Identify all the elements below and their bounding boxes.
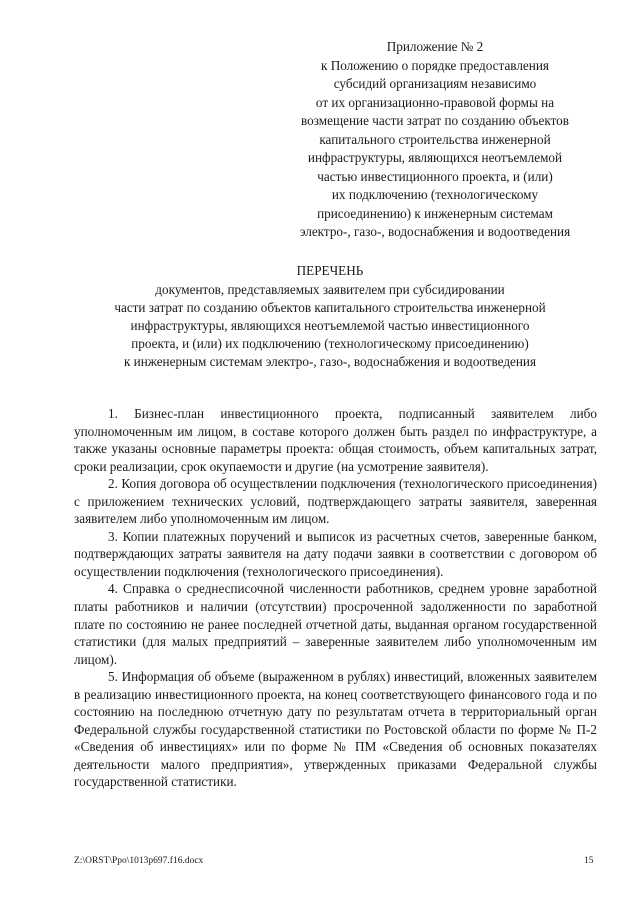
title-line: документов, представляемых заявителем при субсидировании xyxy=(155,282,505,297)
appendix-line: субсидий организациям независимо xyxy=(333,76,537,91)
list-item: 1. Бизнес-план инвестиционного проекта, подписанный заявителем либо уполномоченным им лицом, в составе которого должен быть раздел по инфраструктуре, а также указаны основные параметры проекта: общая стоимость, объем капитальных затрат, сроки реализации, срок окупаемости и другие (на усмотрение заявителя). xyxy=(74,406,597,474)
title-line: инфраструктуры, являющихся неотъемлемой частью инвестиционного xyxy=(130,318,530,333)
appendix-header xyxy=(270,38,600,242)
appendix-line: их подключению (технологическому xyxy=(331,187,539,202)
list-item: 5. Информация об объеме (выраженном в рублях) инвестиций, вложенных заявителем в реализацию инвестиционного проекта, на конец соответствующего финансового года и по состоянию на последнюю отчетную дату по результатам отчета в территориальный орган Федеральной службы государственной статистики по Ростовской области по форме № П-2 «Сведения об инвестициях» или по форме № ПМ «Сведения об основных показателях деятельности малого предприятия», утвержденных приказами Федеральной службы государственной статистики. xyxy=(74,669,597,790)
title-line: части затрат по созданию объектов капитального строительства инженерной xyxy=(114,300,546,315)
title-line: проекта, и (или) их подключению (технологическому присоединению) xyxy=(131,336,529,351)
appendix-line: инфраструктуры, являющихся неотъемлемой xyxy=(307,150,563,165)
list-item: 4. Справка о среднесписочной численности работников, среднем уровне заработной платы работников и наличии (отсутствии) просроченной задолженности по заработной плате по состоянию не ранее последней отчетной даты, выданная органом государственной статистики (для малых предприятий – заверенные заявителем либо уполномоченным им лицом). xyxy=(74,581,597,667)
title-heading: ПЕРЕЧЕНЬ xyxy=(296,263,364,278)
footer-file-path: Z:\ORST\Ppo\1013p697.f16.docx xyxy=(74,856,204,866)
list-item: 3. Копии платежных поручений и выписок из расчетных счетов, заверенные банком, подтверждающих затраты заявителя на дату подачи заявки в соответствии с договором об осуществлении подключения (технологического присоединения). xyxy=(74,528,597,579)
appendix-line: электро-, газо-, водоснабжения и водоотведения xyxy=(299,224,571,239)
appendix-line: возмещение части затрат по созданию объектов xyxy=(301,113,569,128)
document-list xyxy=(74,405,597,791)
appendix-line: присоединению) к инженерным системам xyxy=(317,205,553,221)
appendix-line: капитального строительства инженерной xyxy=(319,131,551,147)
appendix-line: к Положению о порядке предоставления xyxy=(321,57,549,73)
appendix-line: Приложение № 2 xyxy=(386,39,484,54)
page-number: 15 xyxy=(584,856,594,866)
appendix-line: от их организационно-правовой формы на xyxy=(315,94,555,110)
appendix-line: частью инвестиционного проекта, и (или) xyxy=(317,168,553,184)
document-title xyxy=(60,262,600,371)
title-line: к инженерным системам электро-, газо-, водоснабжения и водоотведения xyxy=(123,354,537,369)
list-item: 2. Копия договора об осуществлении подключения (технологического присоединения) с приложением технических условий, подтверждающего затраты заявителя, заверенная заявителем либо уполномоченным им лицом. xyxy=(74,476,597,527)
